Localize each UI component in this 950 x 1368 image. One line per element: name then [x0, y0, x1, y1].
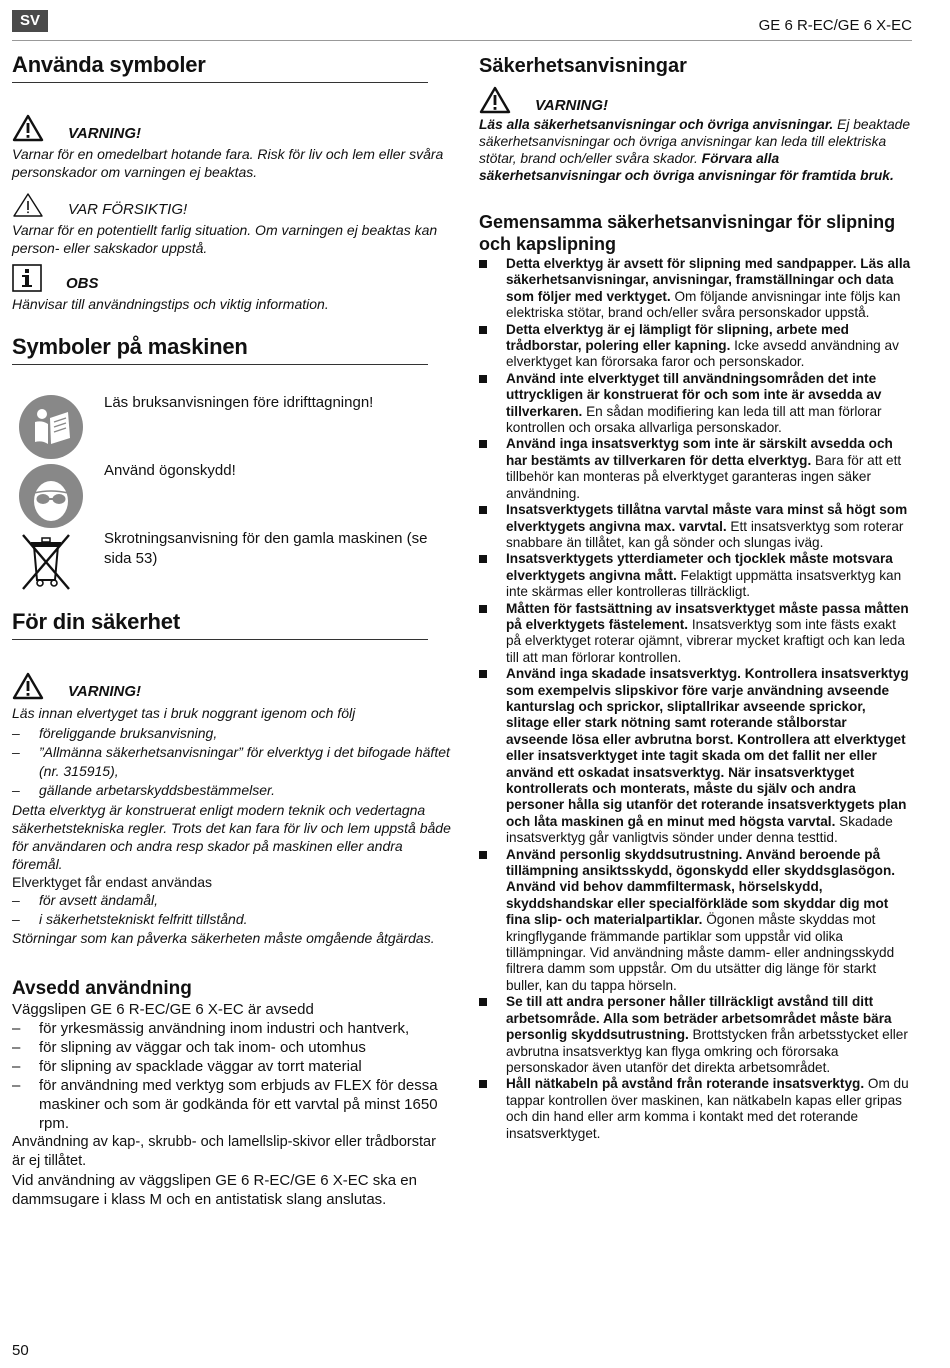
warning-triangle-icon [12, 672, 44, 700]
list-item: Insatsverktygets ytterdiameter och tjocklek måste motsvara elverktygets angivna mått. Felaktigt uppmätta insatsverktyg kan inte skärmas eller kontrolleras tillräckligt. [479, 551, 912, 600]
list-item: Måtten för fastsättning av insatsverktyget måste passa måtten på elverktygets fästelement. Insatsverktyg som inte fästs exakt på elverktyget roterar ojämnt, vibrerar mycket kraftigt och kan leda till att man förlorar kontrollen. [479, 601, 912, 667]
note-text: Hänvisar till användningstips och viktig information. [12, 296, 329, 312]
intended-use-block [12, 978, 452, 1209]
section-title-intended-use: Avsedd användning [12, 978, 192, 999]
section-title-safety: För din säkerhet [12, 609, 428, 640]
safety-paragraph-2: Elverktyget får endast användas [12, 874, 213, 890]
section-title-symbols: Använda symboler [12, 52, 428, 83]
list-item: – ”Allmänna säkerhetsanvisningar” för elverktyg i det bifogade häftet (nr. 315915), [12, 744, 450, 779]
list-item: Använd inga insatsverktyg som inte är särskilt avsedda och har bestämts av tillverkaren för detta elverktyg. Bara för att ett tillbehör kan monteras på elverktyget garanteras ingen säker användning. [479, 436, 912, 502]
warning-label: VARNING! [68, 125, 142, 142]
list-item: – för avsett ändamål, [12, 892, 159, 908]
safety-paragraph-3: Störningar som kan påverka säkerheten måste omgående åtgärdas. [12, 930, 435, 946]
list-item: – för slipning av spacklade väggar av torrt material [12, 1058, 362, 1075]
list-item: Se till att andra personer håller tillräckligt avstånd till ditt arbetsområde. Alla som beträder arbetsområdet måste bära personlig skyddsutrustning. Brottstycken från arbetsstycket eller avbrutna insatsverktyg kan flyga omkring och förorsaka personskador även utanför det direkta arbetsområdet. [479, 994, 912, 1076]
list-item: – föreliggande bruksanvisning, [12, 725, 218, 741]
machine-symbol-text-eye: Använd ögonskydd! [104, 462, 236, 479]
general-warning-text: Läs alla säkerhetsanvisningar och övriga anvisningar. Ej beaktade säkerhetsanvisningar och övriga anvisningar kan leda till elektriska stötar, brand och/eller svåra skador. Förvara alla säkerhetsanvisningar och övriga anvisningar för framtida bruk. [479, 117, 910, 183]
list-item: Håll nätkabeln på avstånd från roterande insatsverktyg. Om du tappar kontrollen över maskinen, kan nätkabeln kapas eller gripas och din hand eller arm komma i kontakt med det roterande insatsverktyget. [479, 1076, 912, 1142]
list-item: – för yrkesmässig användning inom industri och hantverk, [12, 1020, 410, 1037]
eye-protection-icon [18, 463, 84, 529]
list-item: – i säkerhetstekniskt felfritt tillstånd. [12, 911, 248, 927]
safety-bullet-list [479, 256, 912, 1142]
section-title-machine-symbols: Symboler på maskinen [12, 334, 428, 365]
warning-block [12, 114, 452, 181]
intended-use-paragraph-1: Användning av kap-, skrubb- och lamellslip-skivor eller trådborstar är ej tillåtet. [12, 1134, 436, 1169]
info-icon [12, 264, 42, 292]
safety-warning-label: VARNING! [68, 683, 142, 700]
machine-symbol-text-manual: Läs bruksanvisningen före idrifttagningn! [104, 394, 374, 411]
note-label: OBS [66, 275, 99, 292]
machine-symbol-text-disposal: Skrotningsanvisning för den gamla maskinen (se sida 53) [104, 530, 428, 567]
list-item: Insatsverktygets tillåtna varvtal måste vara minst så högt som elverktygets angivna max. varvtal. Ett insatsverktyg som roterar snabbare än tillåtet, kan gå sönder och slungas iväg. [479, 502, 912, 551]
list-item: Detta elverktyg är avsett för slipning med sandpapper. Läs alla säkerhetsanvisningar, anvisningar, framställningar och data som följer med verktyget. Om följande anvisningar inte följs kan elektriska stötar, brand och/eller svåra personskador uppstå. [479, 256, 912, 322]
general-warning-label: VARNING! [535, 97, 609, 114]
model-name: GE 6 R-EC/GE 6 X-EC [758, 17, 912, 34]
header-rule [12, 40, 912, 41]
list-item: Detta elverktyg är ej lämpligt för slipning, arbete med trådborstar, polering eller kapning. Icke avsedd användning av elverktyget kan förorsaka faror och personskador. [479, 322, 912, 371]
note-block [12, 264, 452, 313]
read-manual-icon [18, 394, 84, 460]
safety-warning-block [12, 672, 452, 947]
intended-use-intro: Väggslipen GE 6 R-EC/GE 6 X-EC är avsedd [12, 1001, 314, 1018]
subsection-title-grinding: Gemensamma säkerhetsanvisningar för slipning och kapslipning [479, 212, 896, 254]
intended-use-paragraph-2: Vid användning av väggslipen GE 6 R-EC/GE 6 X-EC ska en dammsugare i klass M och en antistatisk slang anslutas. [12, 1172, 417, 1208]
safety-list-2 [12, 891, 452, 929]
list-item: – för slipning av väggar och tak inom- och utomhus [12, 1039, 366, 1056]
caution-label: VAR FÖRSIKTIG! [68, 201, 188, 218]
safety-intro: Läs innan elvertyget tas i bruk noggrant igenom och följ [12, 705, 356, 721]
safety-list-1 [12, 724, 452, 800]
list-item: Använd inga skadade insatsverktyg. Kontrollera insatsverktyg som exempelvis slipskivor före varje användning avseende kanturslag och sprickor, sliptallrikar avseende sprickor, slitage eller stark nötning samt roterande stålborstar avseende lösa eller avbrutna borst. Kontrollera att elverktyget eller insatsverktyget inte tagit skada om det fallit ner eller använd ett oskadat insatsverktyg. När insatsverktyget kontrollerats och monterats, måste du själv och andra personer hålla sig utanför det roterande insatsverktygets plan och låta maskinen gå en minut med högsta varvtal. Skadade insatsverktyg går vanligtvis sönder under denna testtid. [479, 666, 912, 846]
caution-text: Varnar för en potentiellt farlig situation. Om varningen ej beaktas kan person- eller sakskador uppstå. [12, 222, 438, 256]
list-item: – gällande arbetarskyddsbestämmelser. [12, 782, 276, 798]
list-item: Använd inte elverktyget till användningsområden det inte uttryckligen är konstruerat för och som inte är avsedda av tillverkaren. En sådan modifiering kan leda till att man förlorar kontrollen och orsaka allvarliga personskador. [479, 371, 912, 437]
caution-block [12, 192, 452, 257]
caution-triangle-icon [12, 192, 44, 218]
intended-use-list [12, 1019, 452, 1133]
list-item: – för användning med verktyg som erbjuds av FLEX för dessa maskiner och som är godkända för ett varvtal på minst 1650 rpm. [12, 1077, 438, 1132]
section-title-safety-instructions: Säkerhetsanvisningar [479, 55, 687, 77]
page-number: 50 [12, 1342, 29, 1359]
language-tag: SV [12, 10, 48, 32]
disposal-bin-icon [20, 532, 72, 592]
warning-text: Varnar för en omedelbart hotande fara. Risk för liv och lem eller svåra personskador om varningen ej beaktas. [12, 146, 444, 180]
warning-triangle-icon [479, 86, 511, 114]
list-item: Använd personlig skyddsutrustning. Använd beroende på tillämpning ansiktsskydd, ögonskydd eller skyddsglasögon. Använd vid behov dammfiltermask, hörselskydd, skyddshandskar eller specialförkläde som skyddar dig mot fina slip- och materialpartiklar. Ögonen måste skyddas mot kringflygande främmande partiklar som uppstår vid olika tillämpningar. Vid användning måste damm- eller andningsskydd filtrera damm som uppstår. Om du utsätter dig länge för starkt buller, kan du tappa hörseln. [479, 847, 912, 995]
general-warning-block [479, 86, 912, 184]
safety-paragraph-1: Detta elverktyg är konstruerat enligt modern teknik och vedertagna säkerhetstekniska regler. Trots det kan fara för liv och lem uppstå både för användaren och andra resp skador på maskinen eller andra föremål. [12, 802, 451, 872]
warning-triangle-icon [12, 114, 44, 142]
